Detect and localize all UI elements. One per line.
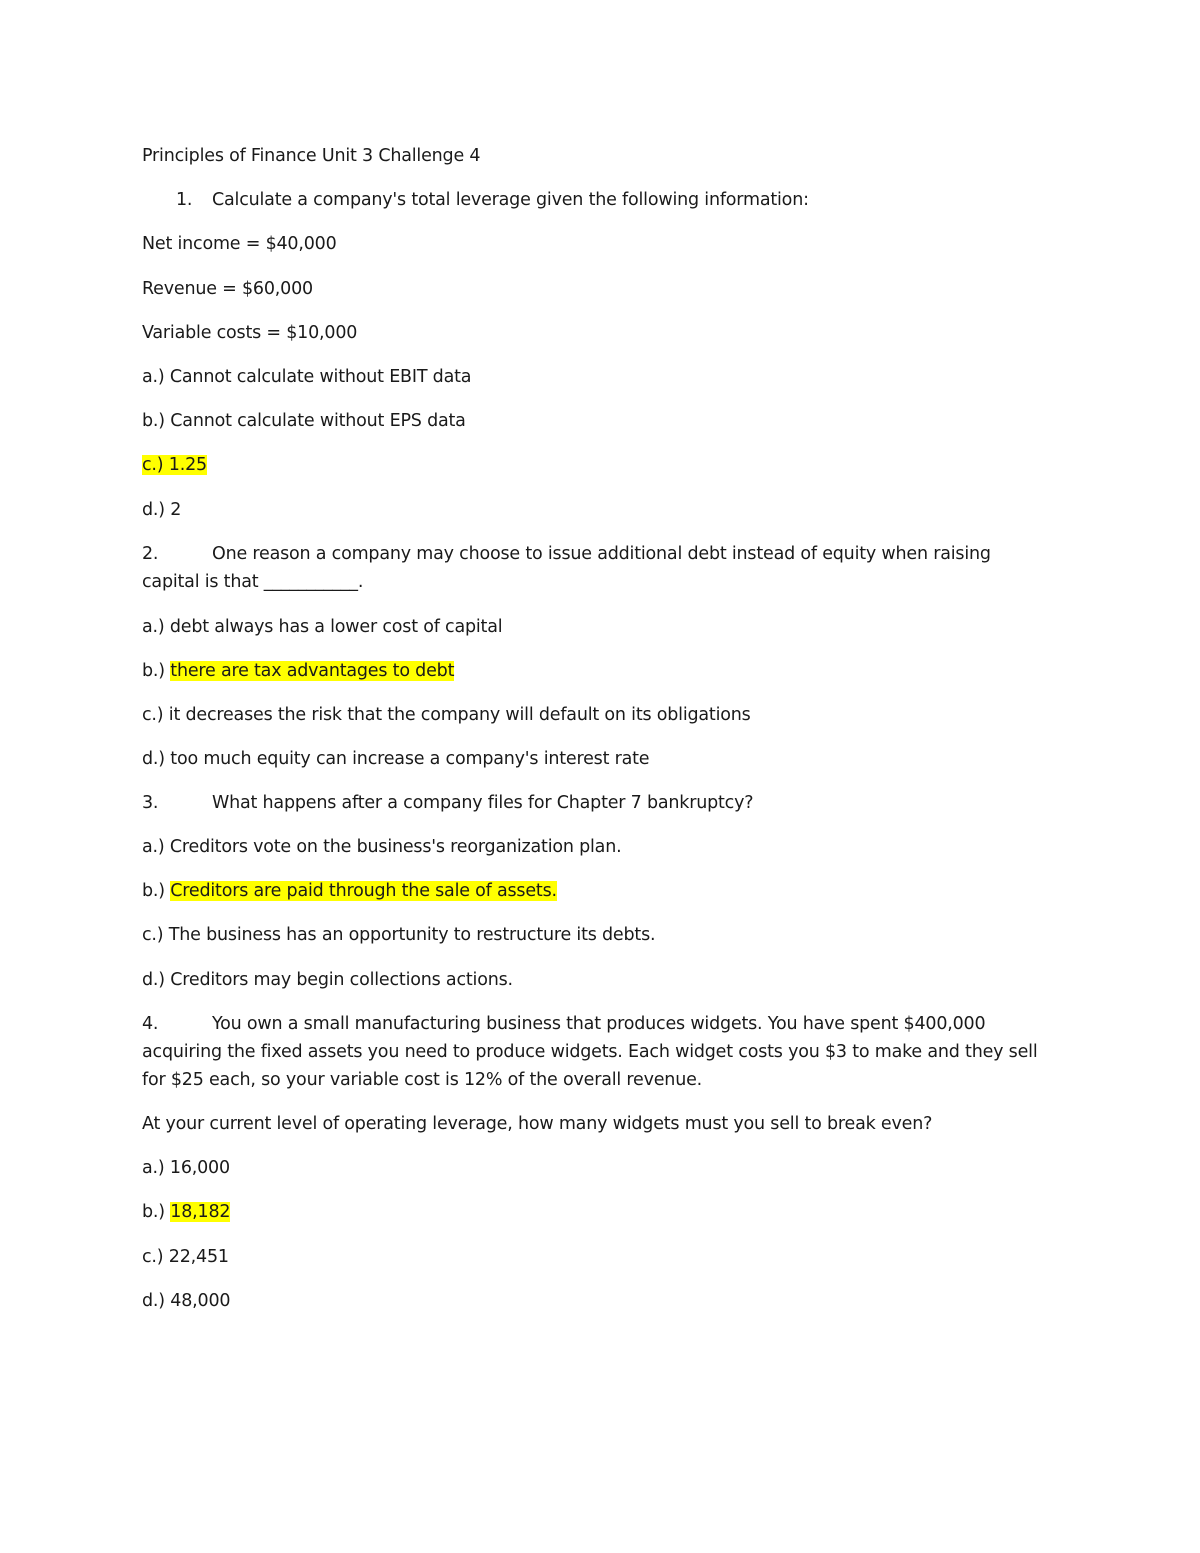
question-number: 1. — [176, 190, 193, 210]
given-variable-costs: Variable costs = $10,000 — [142, 323, 358, 343]
given-net-income: Net income = $40,000 — [142, 234, 337, 254]
q3-option-d: d.) Creditors may begin collections actions. — [142, 970, 513, 990]
question-1-prompt: 1. Calculate a company's total leverage given the following information: — [176, 186, 809, 214]
q1-option-a: a.) Cannot calculate without EBIT data — [142, 367, 472, 387]
q3-option-b-answer: b.) Creditors are paid through the sale of assets. — [142, 881, 557, 901]
question-4-prompt-cont: acquiring the fixed assets you need to produce widgets. Each widget costs you $3 to make and they sell — [142, 1042, 1038, 1062]
answer-highlight: there are tax advantages to debt — [170, 661, 455, 681]
question-number: 4. — [142, 1014, 159, 1034]
q4-option-b-answer: b.) 18,182 — [142, 1202, 231, 1222]
question-4-prompt-cont: for $25 each, so your variable cost is 12% of the overall revenue. — [142, 1070, 703, 1090]
q4-option-a: a.) 16,000 — [142, 1158, 230, 1178]
q2-option-a: a.) debt always has a lower cost of capital — [142, 617, 503, 637]
q2-option-b-answer: b.) there are tax advantages to debt — [142, 661, 455, 681]
q4-option-c: c.) 22,451 — [142, 1247, 229, 1267]
q1-option-b: b.) Cannot calculate without EPS data — [142, 411, 466, 431]
question-2-prompt-cont: capital is that ___________. — [142, 572, 364, 592]
q1-option-d: d.) 2 — [142, 500, 182, 520]
q1-option-c-answer — [142, 451, 207, 479]
q2-option-d: d.) too much equity can increase a company's interest rate — [142, 749, 650, 769]
question-number: 2. — [142, 544, 159, 564]
question-4-question: At your current level of operating leverage, how many widgets must you sell to break even? — [142, 1114, 933, 1134]
question-4-prompt: 4. You own a small manufacturing business that produces widgets. You have spent $400,000 — [142, 1010, 985, 1038]
given-revenue: Revenue = $60,000 — [142, 279, 313, 299]
answer-highlight: 18,182 — [170, 1202, 231, 1222]
answer-highlight: Creditors are paid through the sale of assets. — [170, 881, 557, 901]
q4-option-d: d.) 48,000 — [142, 1291, 231, 1311]
q3-option-a: a.) Creditors vote on the business's reorganization plan. — [142, 837, 622, 857]
question-number: 3. — [142, 793, 159, 813]
q3-option-c: c.) The business has an opportunity to restructure its debts. — [142, 925, 656, 945]
answer-highlight: c.) 1.25 — [142, 455, 207, 475]
document-title: Principles of Finance Unit 3 Challenge 4 — [142, 146, 481, 166]
question-2-prompt: 2. One reason a company may choose to issue additional debt instead of equity when raising — [142, 540, 991, 568]
q2-option-c: c.) it decreases the risk that the company will default on its obligations — [142, 705, 751, 725]
question-3-prompt: 3. What happens after a company files for Chapter 7 bankruptcy? — [142, 789, 753, 817]
